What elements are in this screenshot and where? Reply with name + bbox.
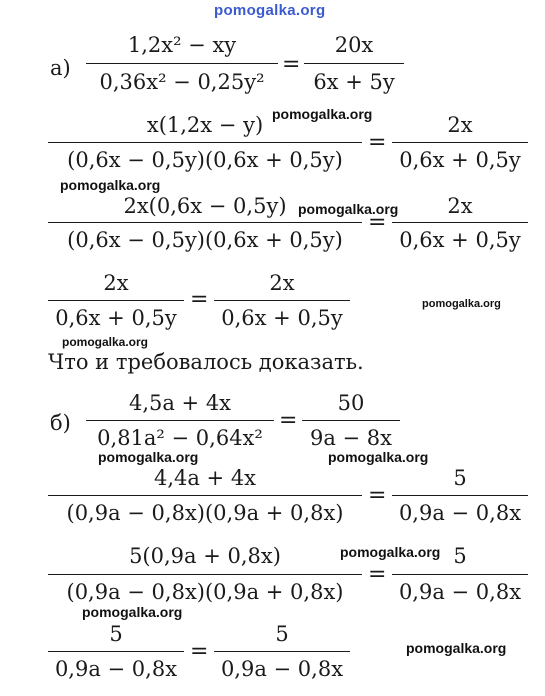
step2-b-denominator: (0,9a − 0,8x)(0,9a + 0,8x) <box>66 580 344 604</box>
step1-b-denominator: (0,9a − 0,8x)(0,9a + 0,8x) <box>66 501 344 525</box>
fraction-bar <box>48 300 184 301</box>
watermark: pomogalka.org <box>422 298 501 310</box>
watermark: pomogalka.org <box>60 177 161 193</box>
fraction-bar <box>392 574 528 575</box>
step3-a-numerator: 2x <box>103 271 129 295</box>
watermark: pomogalka.org <box>340 544 441 560</box>
step3-a-denominator: 0,6x + 0,5y <box>55 306 177 330</box>
step3-a-rhs-denominator: 0,6x + 0,5y <box>221 306 343 330</box>
given-b-denominator: 0,81a² − 0,64x² <box>97 426 263 450</box>
fraction-bar <box>48 651 184 652</box>
equals-sign: = <box>368 562 387 587</box>
step3-b-numerator: 5 <box>109 622 123 646</box>
equals-sign: = <box>282 52 301 77</box>
fraction-bar <box>86 420 274 421</box>
watermark: pomogalka.org <box>98 449 199 465</box>
step1-b-rhs-denominator: 0,9a − 0,8x <box>398 501 522 525</box>
step2-b-rhs-numerator: 5 <box>453 544 467 568</box>
watermark: pomogalka.org <box>298 201 399 217</box>
equals-sign: = <box>279 408 298 433</box>
step2-a-rhs-denominator: 0,6x + 0,5y <box>399 228 521 252</box>
given-a-numerator: 1,2x² − xy <box>127 33 237 57</box>
fraction-bar <box>302 420 400 421</box>
part-a-label: а) <box>50 56 71 80</box>
step3-b-denominator: 0,9a − 0,8x <box>54 657 178 681</box>
watermark: pomogalka.org <box>272 106 373 122</box>
given-a-rhs-denominator: 6x + 5y <box>313 70 395 94</box>
step1-a-rhs-denominator: 0,6x + 0,5y <box>399 148 521 172</box>
fraction-bar <box>214 300 350 301</box>
watermark: pomogalka.org <box>62 335 149 349</box>
fraction-bar <box>214 651 350 652</box>
fraction-bar <box>48 574 362 575</box>
step2-a-denominator: (0,6x − 0,5y)(0,6x + 0,5y) <box>67 228 343 252</box>
equals-sign: = <box>368 483 387 508</box>
conclusion-text: Что и требовалось доказать. <box>48 350 364 374</box>
given-b-rhs-numerator: 50 <box>337 391 365 415</box>
fraction-bar <box>86 63 278 64</box>
fraction-bar <box>392 222 528 223</box>
watermark-top: pomogalka.org <box>214 2 326 19</box>
equals-sign: = <box>190 639 209 664</box>
step1-b-rhs-numerator: 5 <box>453 466 467 490</box>
step3-b-rhs-denominator: 0,9a − 0,8x <box>220 657 344 681</box>
step2-a-rhs-numerator: 2x <box>447 194 473 218</box>
fraction-bar <box>392 142 528 143</box>
fraction-bar <box>392 495 528 496</box>
fraction-bar <box>48 142 362 143</box>
step2-b-rhs-denominator: 0,9a − 0,8x <box>398 580 522 604</box>
step1-a-rhs-numerator: 2x <box>447 113 473 137</box>
given-a-rhs-numerator: 20x <box>334 33 374 57</box>
step1-a-numerator: x(1,2x − y) <box>146 113 264 137</box>
equals-sign: = <box>190 287 209 312</box>
step2-a-numerator: 2x(0,6x − 0,5y) <box>123 194 287 218</box>
fraction-bar <box>48 222 362 223</box>
part-b-label: б) <box>50 411 71 435</box>
step3-a-rhs-numerator: 2x <box>269 271 295 295</box>
fraction-bar <box>48 495 362 496</box>
watermark: pomogalka.org <box>406 640 507 656</box>
step2-b-numerator: 5(0,9a + 0,8x) <box>129 544 281 568</box>
step1-a-denominator: (0,6x − 0,5y)(0,6x + 0,5y) <box>67 148 343 172</box>
given-a-denominator: 0,36x² − 0,25y² <box>99 70 265 94</box>
step1-b-numerator: 4,4a + 4x <box>153 466 257 490</box>
watermark: pomogalka.org <box>82 604 183 620</box>
equals-sign: = <box>368 210 387 235</box>
fraction-bar <box>304 63 404 64</box>
watermark: pomogalka.org <box>328 449 429 465</box>
equals-sign: = <box>368 130 387 155</box>
step3-b-rhs-numerator: 5 <box>275 622 289 646</box>
given-b-numerator: 4,5a + 4x <box>128 391 232 415</box>
given-b-rhs-denominator: 9a − 8x <box>309 426 393 450</box>
